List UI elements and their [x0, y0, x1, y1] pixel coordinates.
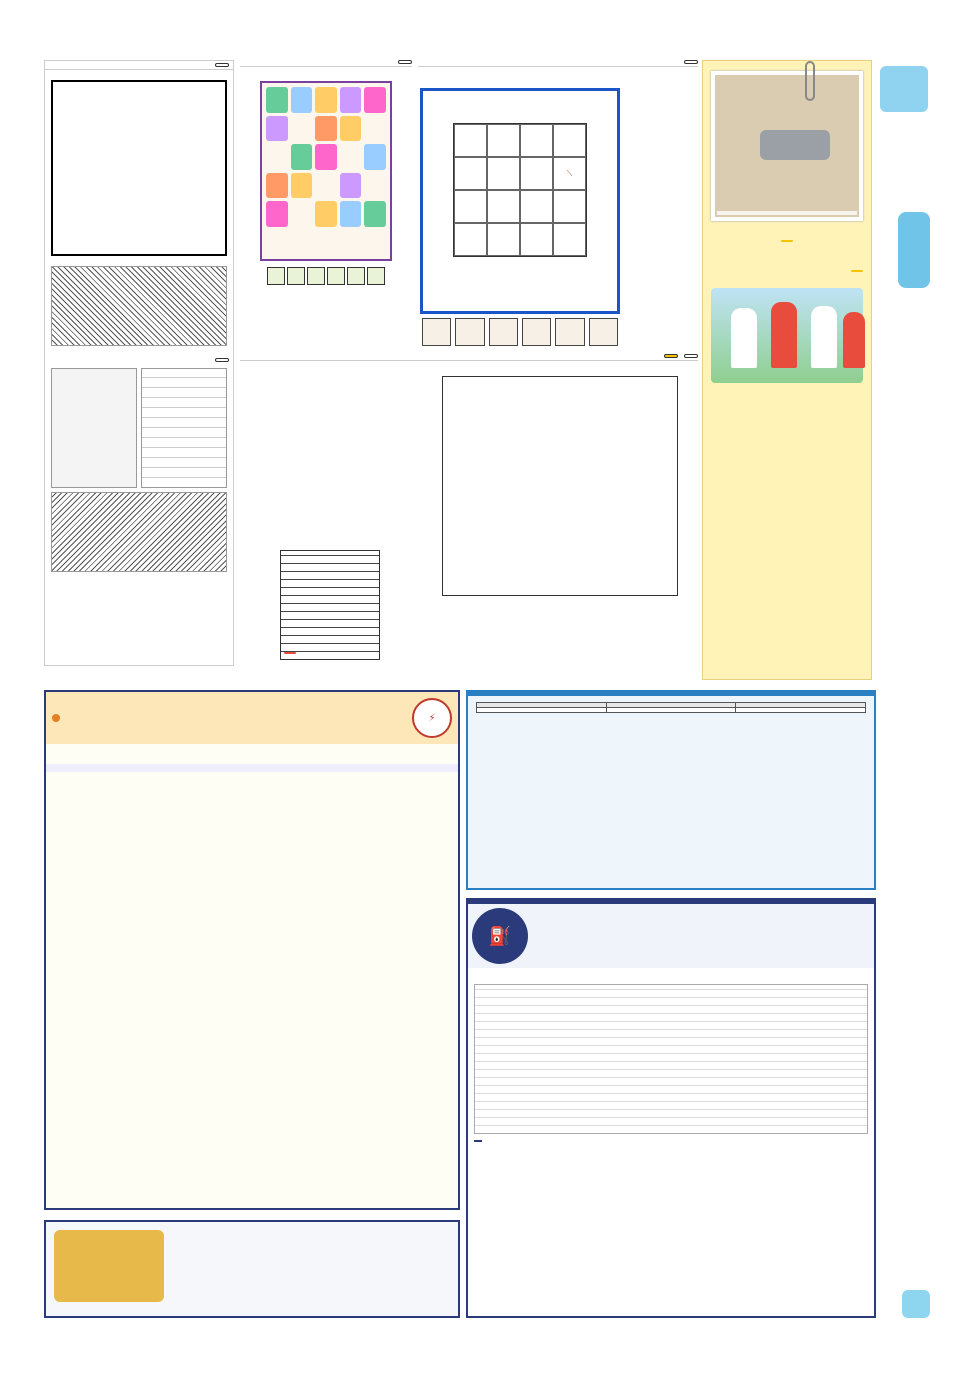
crossword-title: [684, 354, 698, 358]
solutions-title: [215, 358, 229, 362]
ad2-notes: [46, 756, 458, 764]
crossword: [240, 354, 698, 666]
previous-solution-label: [284, 652, 296, 654]
crossword-grid[interactable]: [442, 376, 678, 596]
maze-image: [51, 266, 227, 346]
footballers-cartoon: [711, 288, 863, 383]
letter-tiles: [260, 267, 392, 285]
paperclip-icon: [805, 61, 815, 101]
tender-ad-oil: [466, 898, 876, 1318]
ad2-badge: [52, 714, 60, 722]
ad1-contact: [468, 721, 874, 725]
crossword-number: [664, 354, 678, 358]
previous-solution-grid: [280, 550, 380, 660]
sudoku-title: [215, 63, 229, 67]
word-game: [240, 60, 412, 360]
word-grid[interactable]: [260, 81, 392, 261]
rail-piece-icon: [489, 318, 518, 346]
tender-ad-hasanpour: [466, 690, 876, 890]
rail-puzzle: [418, 60, 698, 318]
ad2-signature: [46, 772, 458, 776]
ad1-body: [468, 713, 874, 721]
humor-items: [703, 246, 871, 257]
crossword-grid-wrap: [438, 372, 698, 596]
section-label: [898, 212, 930, 288]
sudoku-column: [44, 60, 234, 666]
rail-piece-icon: [455, 318, 484, 346]
rail-piece-icon: [555, 318, 584, 346]
ad1-table: [476, 702, 866, 713]
rail-title: [684, 60, 698, 64]
humor-tag: [781, 240, 793, 242]
ad2-footer: [46, 764, 458, 772]
ad3-address: [468, 972, 874, 980]
rail-grid[interactable]: ⟋: [453, 123, 587, 257]
power-logo-icon: ⚡: [412, 698, 452, 738]
humor-column: [702, 60, 872, 680]
sudoku-rule: [45, 70, 233, 78]
photo-caption: [717, 211, 857, 215]
solutions-area: [51, 368, 227, 488]
words-title: [398, 60, 412, 64]
ad3-code: [474, 1140, 482, 1142]
maze-solution: [51, 492, 227, 572]
rail-pieces: [422, 318, 618, 346]
tender-ad-power: [44, 690, 460, 1210]
clip-icon: [760, 130, 830, 160]
clip-photo: [711, 71, 863, 221]
ad3-conditions: [474, 984, 868, 1134]
rail-board: [420, 88, 620, 314]
who-text: [703, 276, 871, 284]
who-tag: [851, 270, 863, 272]
sudoku-grid[interactable]: [51, 80, 227, 256]
ad2-intro: [46, 744, 458, 752]
oil-company-logo-icon: ⛽: [472, 908, 528, 964]
rail-solution: [51, 368, 137, 488]
rail-piece-icon: [422, 318, 451, 346]
newspaper-logo: [880, 66, 928, 112]
sudoku-solution: [141, 368, 227, 488]
rail-piece-icon: [589, 318, 618, 346]
promo-banner[interactable]: [44, 1220, 460, 1318]
crossword-row-numbers: [678, 376, 698, 596]
rail-piece-icon: [522, 318, 551, 346]
brand-logo: [54, 1230, 164, 1302]
page-number: [902, 1290, 930, 1318]
